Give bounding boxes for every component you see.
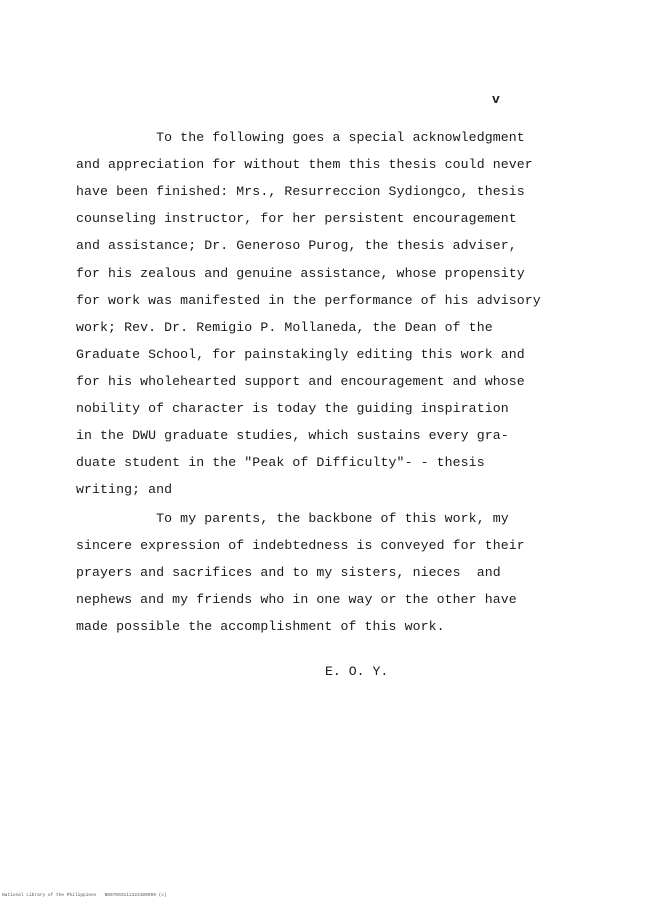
acknowledgment-line: and assistance; Dr. Generoso Purog, the thesis adviser, [76, 238, 517, 253]
acknowledgment-line: nephews and my friends who in one way or the other have [76, 592, 517, 607]
acknowledgment-line: Graduate School, for painstakingly editing this work and [76, 347, 525, 362]
acknowledgment-line: nobility of character is today the guiding inspiration [76, 401, 509, 416]
acknowledgment-line: writing; and [76, 482, 173, 497]
acknowledgment-line: counseling instructor, for her persistent encouragement [76, 211, 517, 226]
page-number: v [492, 92, 500, 107]
acknowledgment-line: made possible the accomplishment of this work. [76, 619, 445, 634]
signature-initials: E. O. Y. [325, 664, 389, 679]
acknowledgment-line: work; Rev. Dr. Remigio P. Mollaneda, the Dean of the [76, 320, 493, 335]
acknowledgment-line: in the DWU graduate studies, which sustains every gra- [76, 428, 509, 443]
acknowledgment-line: have been finished: Mrs., Resurreccion Sydiongco, thesis [76, 184, 525, 199]
acknowledgment-line: and appreciation for without them this thesis could never [76, 157, 533, 172]
acknowledgment-line: prayers and sacrifices and to my sisters, nieces and [76, 565, 501, 580]
acknowledgment-line: sincere expression of indebtedness is conveyed for their [76, 538, 525, 553]
acknowledgment-line: To my parents, the backbone of this work, my [76, 511, 509, 526]
acknowledgment-line: for work was manifested in the performance of his advisory [76, 293, 541, 308]
footer-scan-stamp: National Library of the Philippines ND07093111323100999 (c) [2, 893, 167, 898]
acknowledgment-line: To the following goes a special acknowledgment [76, 130, 525, 145]
acknowledgment-line: for his wholehearted support and encouragement and whose [76, 374, 525, 389]
acknowledgment-line: duate student in the "Peak of Difficulty"- - thesis [76, 455, 485, 470]
acknowledgment-line: for his zealous and genuine assistance, whose propensity [76, 266, 525, 281]
